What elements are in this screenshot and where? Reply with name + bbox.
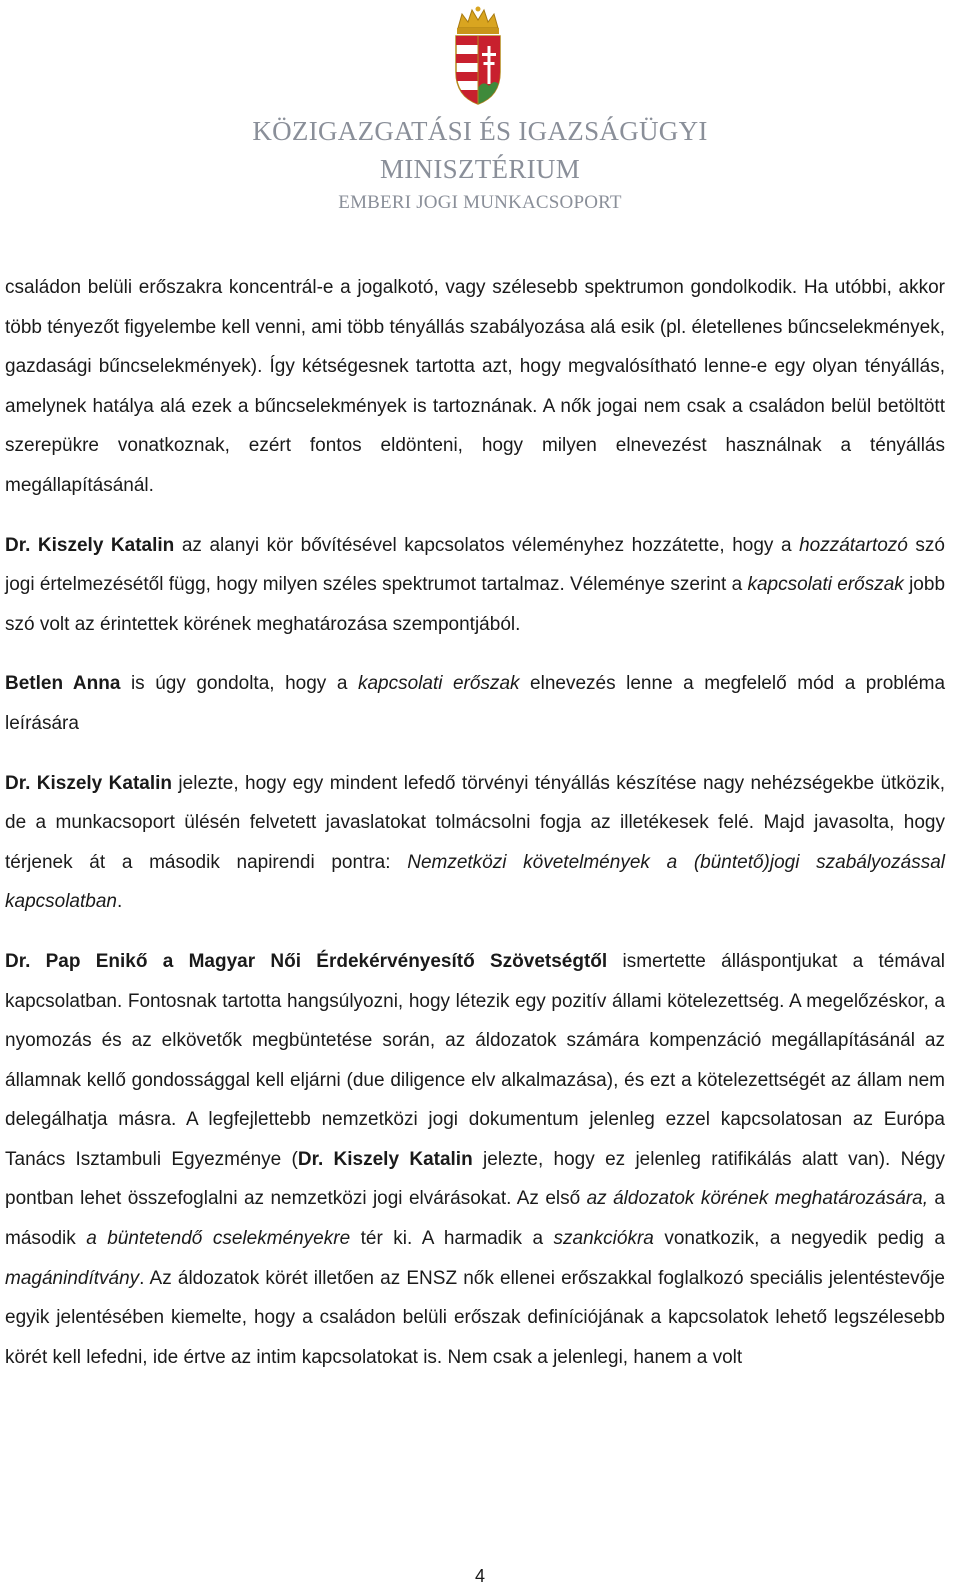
speaker-name: Dr. Kiszely Katalin [297,1148,473,1170]
italic-term: kapcsolati erőszak [747,574,904,596]
paragraph-1 [5,268,945,506]
speaker-name: Dr. Pap Enikő a Magyar Női Érdekérvényesítő Szövetségtől [5,950,608,972]
paragraph-text: is úgy gondolta, hogy a [120,673,358,695]
paragraph-text: jelezte, hogy ez jelenleg ratifikálás alatt van). Négy pontban lehet összefoglalni az nemzetközi jogi elvárásokat. Az első [5,1148,946,1210]
paragraph-text: az alanyi kör bővítésével kapcsolatos véleményhez hozzátette, hogy a [174,534,800,556]
paragraph-text: a második [5,1188,945,1250]
italic-term: hozzátartozó [799,534,908,556]
speaker-name: Betlen Anna [5,673,121,695]
document-body [5,268,945,1377]
paragraph-3 [5,664,945,743]
italic-term: az áldozatok körének meghatározására, [586,1188,928,1210]
paragraph-text: szó jogi értelmezésétől függ, hogy milyen széles spektrumot tartalmaz. Véleménye szerint a [5,534,945,596]
page-number: 4 [474,1566,485,1586]
paragraph-text: jelezte, hogy egy mindent lefedő törvényi tényállás készítése nagy nehézségekbe ütközik, de a munkacsoport ülésén felvetett javaslatokat tolmácsolni fogja az illetékesek felé. Majd javasolta, hogy térjenek át a második napirendi pontra: [5,772,945,873]
speaker-name: Dr. Kiszely Katalin [5,534,175,556]
italic-term: magánindítvány [5,1267,140,1289]
paragraph-text: családon belüli erőszakra koncentrál-e a jogalkotó, vagy szélesebb spektrumon gondolkodik. Ha utóbbi, akkor több tényezőt figyelembe kell venni, ami több tényállás szabályozása alá esik (pl. életellenes bűncselekmények, gazdasági bűncselekmények). Így kétségesnek tartotta azt, hogy megvalósítható lenne-e egy olyan tényállás, amelynek hatálya alá ezek a bűncselekmények is tartoznának. A nők jogai nem csak a családon belül betöltött szerepükre vonatkoznak, ezért fontos eldönteni, hogy milyen elnevezést használnak a tényállás megállapításánál. [5,277,945,496]
paragraph-4 [5,764,945,922]
paragraph-text: . Az áldozatok körét illetően az ENSZ nők ellenei erőszakkal foglalkozó speciális jelentéstevője egyik jelentésében kiemelte, hogy a családon belüli erőszak definíciójának a kapcsolatok lehető legszélesebb körét kell lefedni, ide értve az intim kapcsolatokat is. Nem csak a jelenlegi, hanem a volt [5,1267,945,1368]
paragraph-text: elnevezés lenne a megfelelő mód a probléma leírására [5,673,946,734]
hungarian-coat-of-arms-icon [450,6,506,106]
paragraph-text: jobb szó volt az érintettek körének meghatározása szempontjából. [5,574,946,635]
paragraph-2 [5,526,945,645]
agenda-item-title: Nemzetközi követelmények a (büntető)jogi szabályozással kapcsolatban [5,851,945,913]
paragraph-5 [5,942,945,1378]
paragraph-text: tér ki. A harmadik a [350,1228,554,1250]
paragraph-text: ismertette álláspontjukat a témával kapcsolatban. Fontosnak tartotta hangsúlyozni, hogy létezik egy pozitív állami kötelezettség. A megelőzéskor, a nyomozás és az elkövetők megbüntetése során, az áldozatok számára kompenzáció megállapításánál az államnak kellő gondossággal kell eljárni (due diligence elv alkalmazása), és ezt a kötelezettségét az állam nem delegálhatja másra. A legfejlettebb nemzetközi jogi dokumentum jelenleg ezzel kapcsolatosan az Európa Tanács Isztambuli Egyezménye ( [5,950,945,1170]
italic-term: szankciókra [553,1228,654,1250]
italic-term: a büntetendő cselekményekre [86,1228,351,1250]
italic-term: kapcsolati erőszak [357,673,520,695]
paragraph-text: . [116,891,123,913]
ministry-name-line2: MINISZTÉRIUM [379,154,581,184]
ministry-name-line1: KÖZIGAZGATÁSI ÉS IGAZSÁGÜGYI [252,116,708,146]
paragraph-text: vonatkozik, a negyedik pedig a [653,1228,945,1250]
speaker-name: Dr. Kiszely Katalin [5,772,173,794]
working-group-name: EMBERI JOGI MUNKACSOPORT [338,192,622,213]
